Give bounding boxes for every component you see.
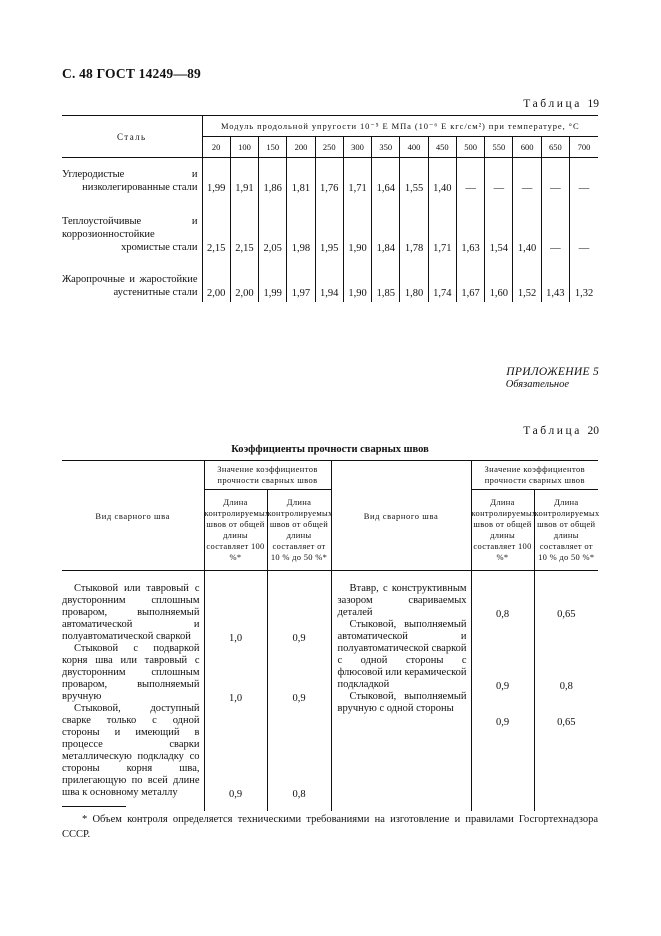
coef-value: 0,65 xyxy=(557,609,576,620)
coef-value: 0,9 xyxy=(292,633,306,644)
weld-type-text: Стыковой с подваркой корня шва или тавровый с двусторонним сплошным проваром, выполняемый вручную xyxy=(62,643,200,702)
temperature-header: 450 xyxy=(428,137,456,158)
modulus-value: 1,55 xyxy=(400,158,428,198)
modulus-value: — xyxy=(541,158,569,198)
table-row xyxy=(62,158,598,198)
modulus-value: 2,15 xyxy=(206,243,226,254)
temperature-header: 100 xyxy=(230,137,258,158)
coef-value: 0,65 xyxy=(557,717,576,728)
temperature-header: 500 xyxy=(456,137,484,158)
values-10-50-left xyxy=(267,571,331,812)
values-100-right xyxy=(471,571,534,812)
modulus-value: — xyxy=(513,158,541,198)
table20-caption-label: Таблица xyxy=(523,425,583,437)
modulus-value: — xyxy=(485,158,513,198)
temperature-header: 200 xyxy=(287,137,315,158)
temperature-header: 600 xyxy=(513,137,541,158)
coef-value: 0,9 xyxy=(495,717,510,728)
modulus-value: 1,67 xyxy=(456,257,484,302)
appendix-title: ПРИЛОЖЕНИЕ 5 xyxy=(506,366,599,378)
modulus-value: 1,94 xyxy=(315,257,343,302)
steel-name: Углеродистые и низколегированные стали xyxy=(62,158,202,198)
modulus-value: 1,91 xyxy=(230,158,258,198)
coef-header-left: Значение коэффициентов прочности сварных швов xyxy=(204,461,331,490)
coef-value: 0,9 xyxy=(228,789,243,800)
footnote-divider xyxy=(62,806,126,807)
modulus-value: 1,99 xyxy=(206,183,226,194)
modulus-value: 2,05 xyxy=(259,197,287,257)
modulus-value: 1,60 xyxy=(485,257,513,302)
modulus-value: 1,84 xyxy=(372,197,400,257)
modulus-value: 1,52 xyxy=(513,257,541,302)
modulus-value: 1,80 xyxy=(400,257,428,302)
table19-caption xyxy=(523,98,599,110)
table20-caption-number: 20 xyxy=(587,425,599,437)
coef-value: 0,9 xyxy=(495,681,510,692)
weld-types-right xyxy=(331,571,471,812)
temperature-header: 150 xyxy=(259,137,287,158)
table20-caption xyxy=(523,425,599,437)
appendix-heading xyxy=(506,366,599,390)
temperature-header: 550 xyxy=(485,137,513,158)
footnote xyxy=(62,812,598,842)
table-row xyxy=(62,197,598,257)
modulus-value: 1,40 xyxy=(513,197,541,257)
temperature-header: 400 xyxy=(400,137,428,158)
weld-type-text: Втавр, с конструктивным зазором свариваемых деталей xyxy=(337,583,467,618)
temperature-header: 250 xyxy=(315,137,343,158)
modulus-value: — xyxy=(541,197,569,257)
temperature-header: 650 xyxy=(541,137,569,158)
length-10-50-header-left: Длина контролируемых швов от общей длины составляет от 10 % до 50 %* xyxy=(267,490,331,571)
weld-type-text: Стыковой, доступный сварке только с одной стороны и имеющий в процессе сварки металлическую подкладку со стороны корня шва, прилегающую по всей длине шва к основному металлу xyxy=(62,703,200,798)
modulus-value: 1,76 xyxy=(315,158,343,198)
temperature-header: 700 xyxy=(570,137,599,158)
table-row xyxy=(62,257,598,302)
coef-header-right: Значение коэффициентов прочности сварных швов xyxy=(471,461,598,490)
values-10-50-right xyxy=(534,571,598,812)
modulus-value: 1,90 xyxy=(343,257,371,302)
coef-value: 0,9 xyxy=(292,693,306,704)
temperature-header: 350 xyxy=(372,137,400,158)
coef-value: 1,0 xyxy=(228,633,243,644)
coef-value: 0,8 xyxy=(559,681,573,692)
modulus-value: 1,54 xyxy=(485,197,513,257)
modulus-value: — xyxy=(456,158,484,198)
values-100-left xyxy=(204,571,267,812)
weld-type-text: Стыковой или тавровый с двусторонним сплошным проваром, выполняемый автоматической и полуавтоматической сваркой xyxy=(62,583,200,642)
modulus-value: 1,71 xyxy=(428,197,456,257)
page-header: С. 48 ГОСТ 14249—89 xyxy=(62,66,201,81)
table20-title: Коэффициенты прочности сварных швов xyxy=(231,444,429,455)
coef-value: 0,8 xyxy=(292,789,306,800)
length-10-50-header-right: Длина контролируемых швов от общей длины составляет от 10 % до 50 %* xyxy=(534,490,598,571)
modulus-value: 1,78 xyxy=(400,197,428,257)
footnote-text: * Объем контроля определяется техническими требованиями на изготовление и правилами Госгортехнадзора СССР. xyxy=(62,814,598,840)
modulus-value: 1,74 xyxy=(428,257,456,302)
modulus-value: 1,43 xyxy=(541,257,569,302)
temperature-header: 300 xyxy=(343,137,371,158)
modulus-value: 1,64 xyxy=(372,158,400,198)
modulus-value: 1,40 xyxy=(428,158,456,198)
table-19 xyxy=(62,115,598,302)
weld-types-left xyxy=(62,571,204,812)
modulus-value: 2,00 xyxy=(230,257,258,302)
table19-caption-number: 19 xyxy=(587,98,599,110)
appendix-subtitle: Обязательное xyxy=(505,379,569,390)
modulus-value: 1,99 xyxy=(259,257,287,302)
modulus-value: 1,71 xyxy=(343,158,371,198)
modulus-value: 1,85 xyxy=(372,257,400,302)
modulus-value: 1,81 xyxy=(287,158,315,198)
weld-type-header-left: Вид сварного шва xyxy=(62,461,204,571)
weld-type-text: Стыковой, выполняемый вручную с одной стороны xyxy=(337,691,467,714)
length-100-header-left: Длина контролируемых швов от общей длины составляет 100 %* xyxy=(204,490,267,571)
modulus-value: 1,97 xyxy=(287,257,315,302)
modulus-column-header: Модуль продольной упругости 10⁻⁵ E МПа (10⁻⁶ E кгс/см²) при температуре, °С xyxy=(202,116,598,137)
modulus-value: — xyxy=(570,158,599,198)
modulus-value: 1,90 xyxy=(343,197,371,257)
steel-name: Жаропрочные и жаростойкие аустенитные стали xyxy=(62,257,202,302)
steel-name: Теплоустойчивые и коррозионностойкие хромистые стали xyxy=(62,197,202,257)
length-100-header-right: Длина контролируемых швов от общей длины составляет 100 %* xyxy=(471,490,534,571)
temperature-header: 20 xyxy=(202,137,230,158)
modulus-value: 1,63 xyxy=(456,197,484,257)
modulus-value: 2,00 xyxy=(206,288,226,299)
modulus-value: 1,98 xyxy=(287,197,315,257)
modulus-value: 1,95 xyxy=(315,197,343,257)
modulus-value: 2,15 xyxy=(230,197,258,257)
modulus-value: 1,86 xyxy=(259,158,287,198)
weld-type-text: Стыковой, выполняемый автоматической и полуавтоматической сваркой с одной стороны с флюсовой или керамической подкладкой xyxy=(337,619,467,690)
coef-value: 0,8 xyxy=(495,609,510,620)
weld-type-header-right: Вид сварного шва xyxy=(331,461,471,571)
modulus-value: — xyxy=(570,197,599,257)
modulus-value: 1,32 xyxy=(570,257,599,302)
table-20 xyxy=(62,460,598,811)
steel-column-header: Сталь xyxy=(62,116,202,158)
coef-value: 1,0 xyxy=(228,693,243,704)
table19-caption-label: Таблица xyxy=(523,98,583,110)
